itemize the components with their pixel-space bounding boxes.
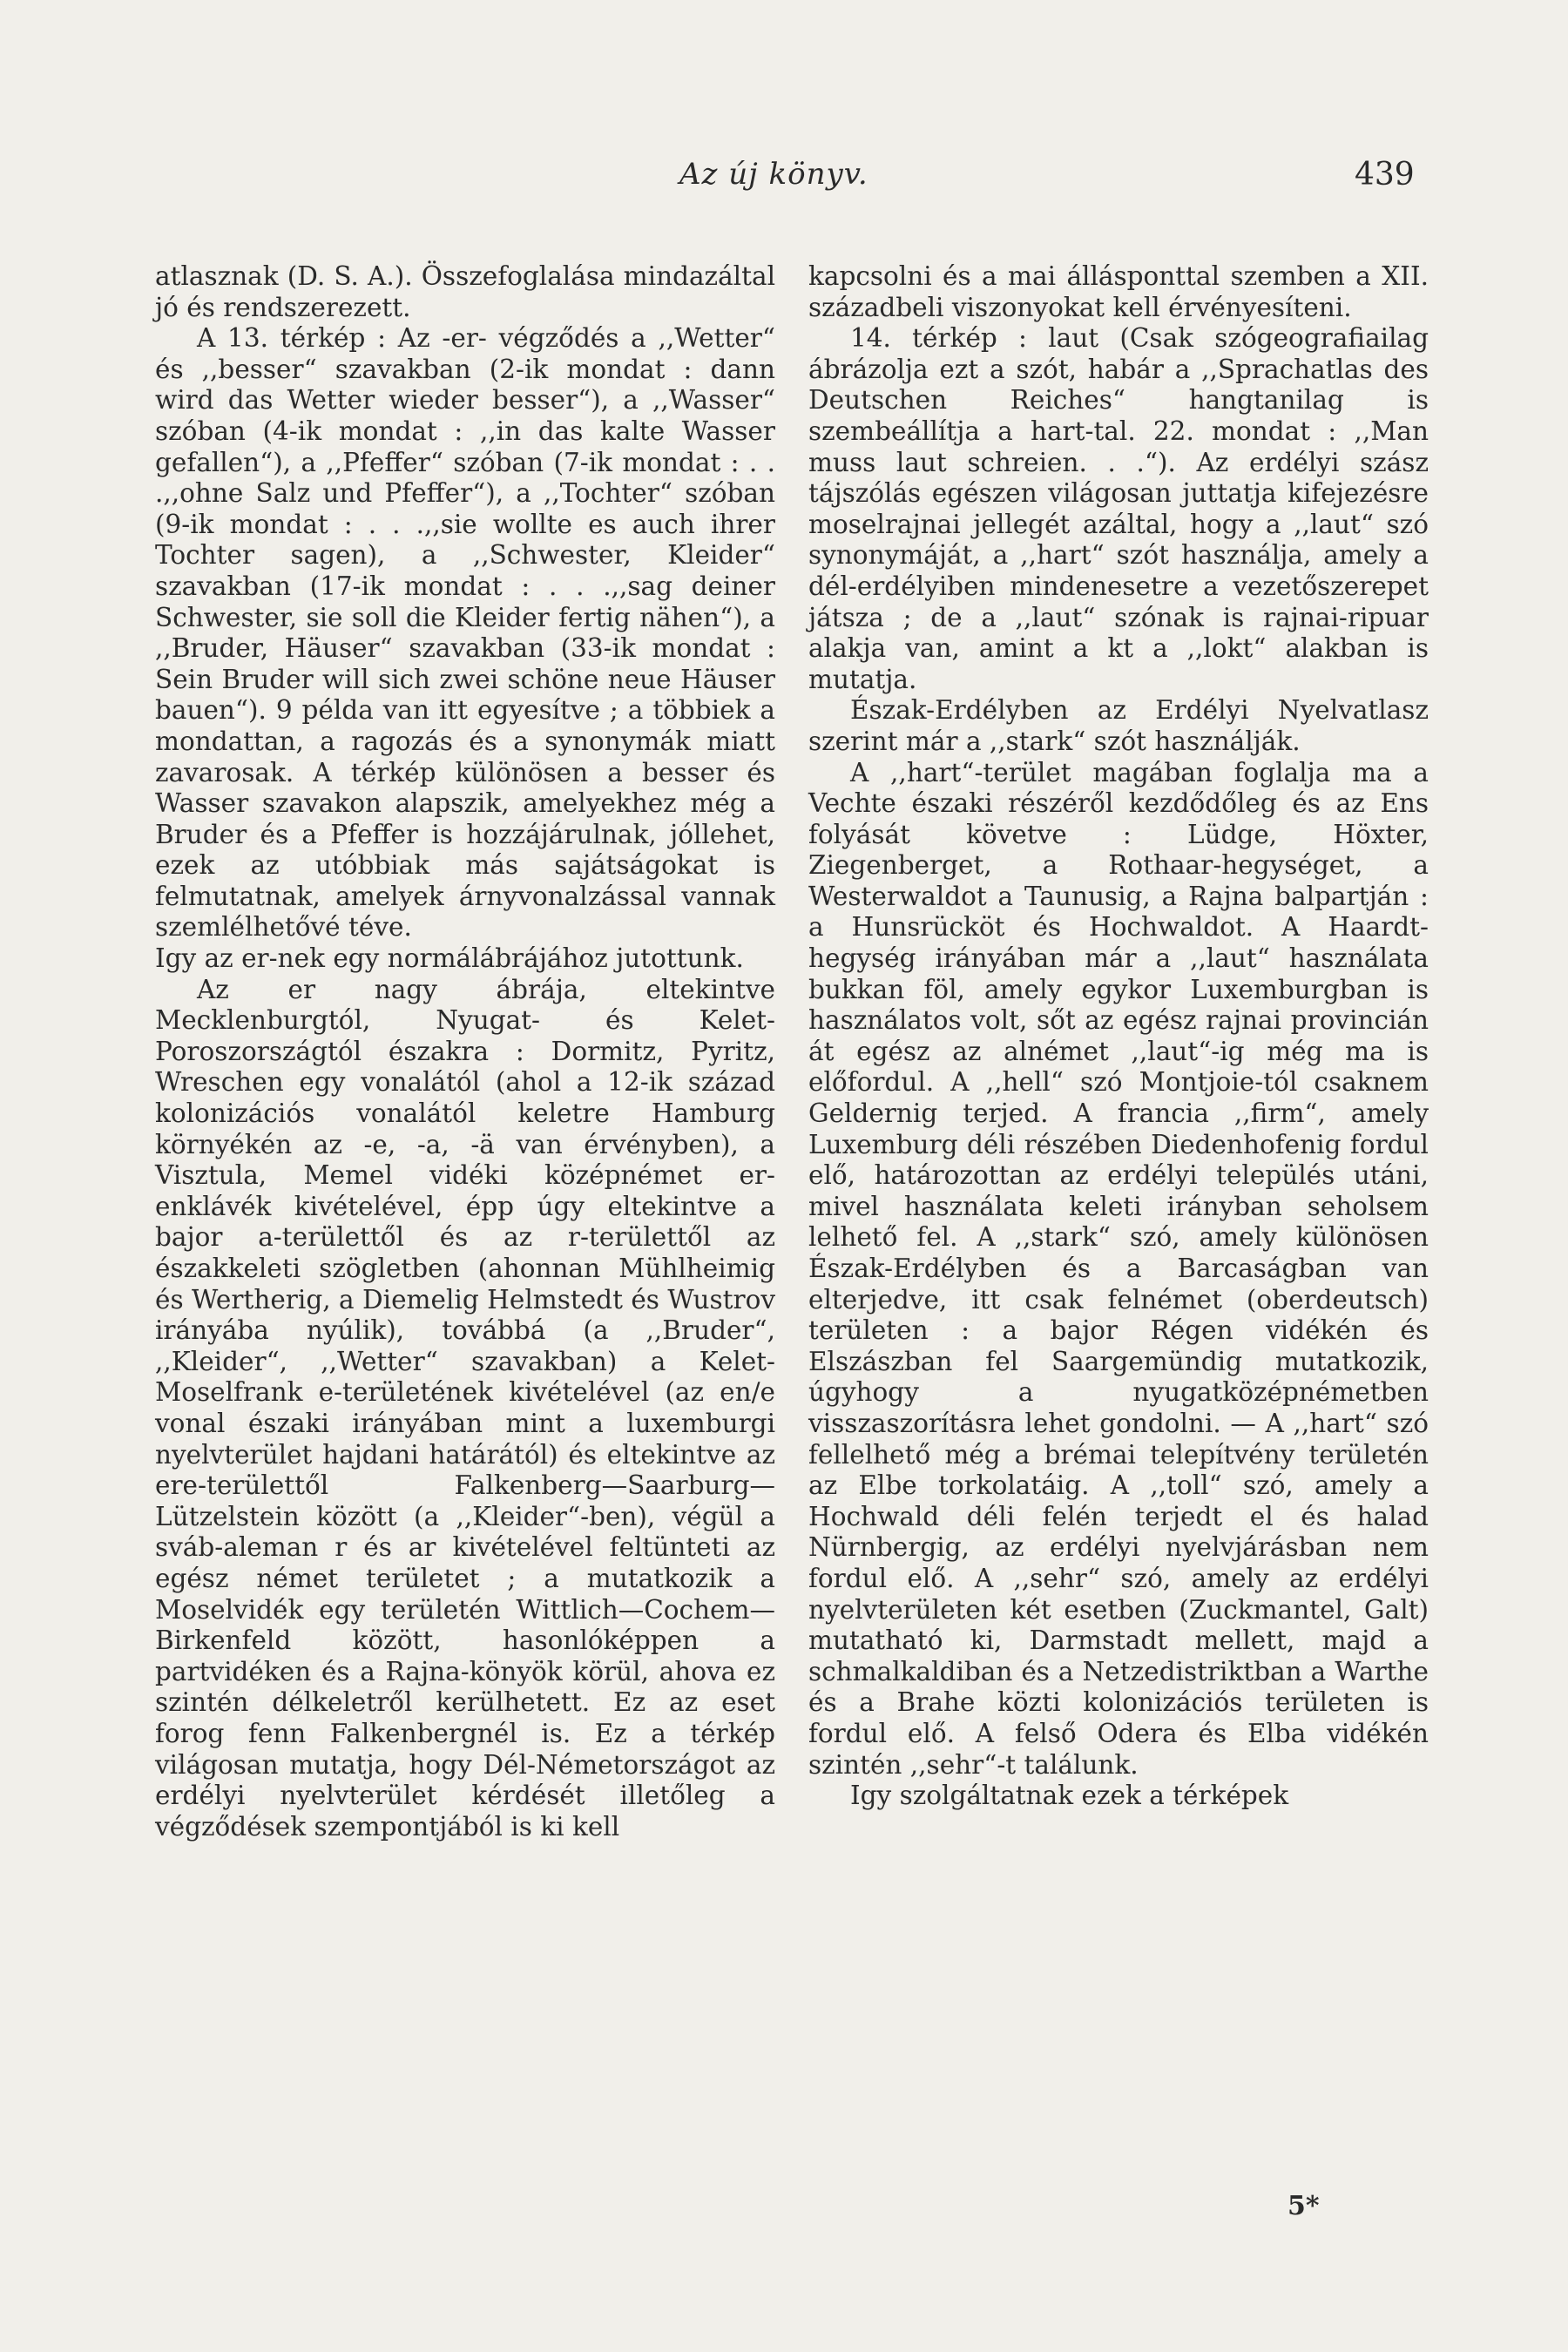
left-column [155, 261, 775, 1842]
right-column [808, 261, 1429, 1812]
running-title: Az új könyv. [679, 157, 868, 192]
page-number: 439 [1355, 157, 1415, 193]
page-header [0, 131, 1568, 193]
right-paragraph-3: Észak-Erdélyben az Erdélyi Nyelvatlasz szerint már a ,,stark“ szót használják. [808, 695, 1429, 756]
left-paragraph-4: Az er nagy ábrája, eltekintve Mecklenburgtól, Nyugat- és Kelet-Poroszországtól északra : Dormitz, Pyritz, Wreschen egy vonalától (ahol a 12-ik század kolonizációs vonalától keletre Hamburg környékén az -e, -a, -ä van érvényben), a Visztula, Memel vidéki középnémet er-enklávék kivételével, épp úgy eltekintve a bajor a-területtől és az r-területtől az északkeleti szögletben (ahonnan Mühlheimig és Wertherig, a Diemelig Helmstedt és Wustrov irányába nyúlik), továbbá (a ,,Bruder“, ,,Kleider“, ,,Wetter“ szavakban) a Kelet-Moselfrank e-területének kivételével (az en/e vonal északi irányában mint a luxemburgi nyelvterület hajdani határától) és eltekintve az ere-területtől Falkenberg—Saarburg—Lützelstein között (a ,,Kleider“-ben), végül a sváb-aleman r és ar kivételével feltünteti az egész német területet ; a mutatkozik a Moselvidék egy területén Wittlich—Cochem—Birkenfeld között, hasonlóképpen a partvidéken és a Rajna-könyök körül, ahova ez szintén délkeletről kerülhetett. Ez az eset forog fenn Falkenbergnél is. Ez a térkép világosan mutatja, hogy Dél-Németországot az erdélyi nyelvterület kérdését illetőleg a végződések szempontjából is ki kell [155, 974, 775, 1842]
left-paragraph-2: A 13. térkép : Az -er- végződés a ,,Wetter“ és ,,besser“ szavakban (2-ik mondat : dann wird das Wetter wieder besser“), a ,,Wasser“ szóban (4-ik mondat : ,,in das kalte Wasser gefallen“), a ,,Pfeffer“ szóban (7-ik mondat : . . .,,ohne Salz und Pfeffer“), a ,,Tochter“ szóban (9-ik mondat : . . .,,sie wollte es auch ihrer Tochter sagen), a ,,Schwester, Kleider“ szavakban (17-ik mondat : . . .,,sag deiner Schwester, sie soll die Kleider fertig nähen“), a ,,Bruder, Häuser“ szavakban (33-ik mondat : Sein Bruder will sich zwei schöne neue Häuser bauen“). 9 példa van itt egyesítve ; a többiek a mondattan, a ragozás és a synonymák miatt zavarosak. A térkép különösen a besser és Wasser szavakon alapszik, amelyekhez még a Bruder és a Pfeffer is hozzájárulnak, jóllehet, ezek az utóbbiak más sajátságokat is felmutatnak, amelyek árnyvonalzással vannak szemlélhetővé téve. [155, 323, 775, 943]
right-paragraph-2: 14. térkép : laut (Csak szógeografiailag ábrázolja ezt a szót, habár a ,,Sprachatlas des Deutschen Reiches“ hangtanilag is szembeállítja a hart-tal. 22. mondat : ,,Man muss laut schreien. . .“). Az erdélyi szász tájszólás egészen világosan juttatja kifejezésre moselrajnai jellegét azáltal, hogy a ,,laut“ szó synonymáját, a ,,hart“ szót használja, amely a dél-erdélyiben mindenesetre a vezetőszerepet játsza ; de a ,,laut“ szónak is rajnai-ripuar alakja van, amint a kt a ,,lokt“ alakban is mutatja. [808, 323, 1429, 694]
left-paragraph-1: atlasznak (D. S. A.). Összefoglalása mindazáltal jó és rendszerezett. [155, 261, 775, 322]
signature-mark: 5* [1288, 2191, 1320, 2221]
left-paragraph-3: Igy az er-nek egy normálábrájához jutottunk. [155, 943, 744, 974]
right-paragraph-5: Igy szolgáltatnak ezek a térképek [850, 1781, 1289, 1811]
right-paragraph-4: A ,,hart“-terület magában foglalja ma a Vechte északi részéről kezdődőleg és az Ens folyását követve : Lüdge, Höxter, Ziegenberget, a Rothaar-hegységet, a Westerwaldot a Taunusig, a Rajna balpartján : a Hunsrücköt és Hochwaldot. A Haardt-hegység irányában már a ,,laut“ használata bukkan föl, amely egykor Luxemburgban is használatos volt, sőt az egész rajnai provincián át egész az alnémet ,,laut“-ig még ma is előfordul. A ,,hell“ szó Montjoie-tól csaknem Geldernig terjed. A francia ,,firm“, amely Luxemburg déli részében Diedenhofenig fordul elő, határozottan az erdélyi település utáni, mivel használata keleti irányban seholsem lelhető fel. A ,,stark“ szó, amely különösen Észak-Erdélyben és a Barcaságban van elterjedve, itt csak felnémet (oberdeutsch) területen : a bajor Régen vidékén és Elszászban fel Saargemündig mutatkozik, úgyhogy a nyugatközépnémetben visszaszorításra lehet gondolni. — A ,,hart“ szó fellelhető még a brémai telepítvény területén az Elbe torkolatáig. A ,,toll“ szó, amely a Hochwald déli felén terjedt el és halad Nürnbergig, az erdélyi nyelvjárásban nem fordul elő. A ,,sehr“ szó, amely az erdélyi nyelvterületen két esetben (Zuckmantel, Galt) mutatható ki, Darmstadt mellett, majd a schmalkaldiban és a Netzedistriktban a Warthe és a Brahe közti kolonizációs területen is fordul elő. A felső Odera és Elba vidékén szintén ,,sehr“-t találunk. [808, 757, 1429, 1780]
right-paragraph-1: kapcsolni és a mai állásponttal szemben a XII. századbeli viszonyokat kell érvényesíteni. [808, 261, 1429, 322]
